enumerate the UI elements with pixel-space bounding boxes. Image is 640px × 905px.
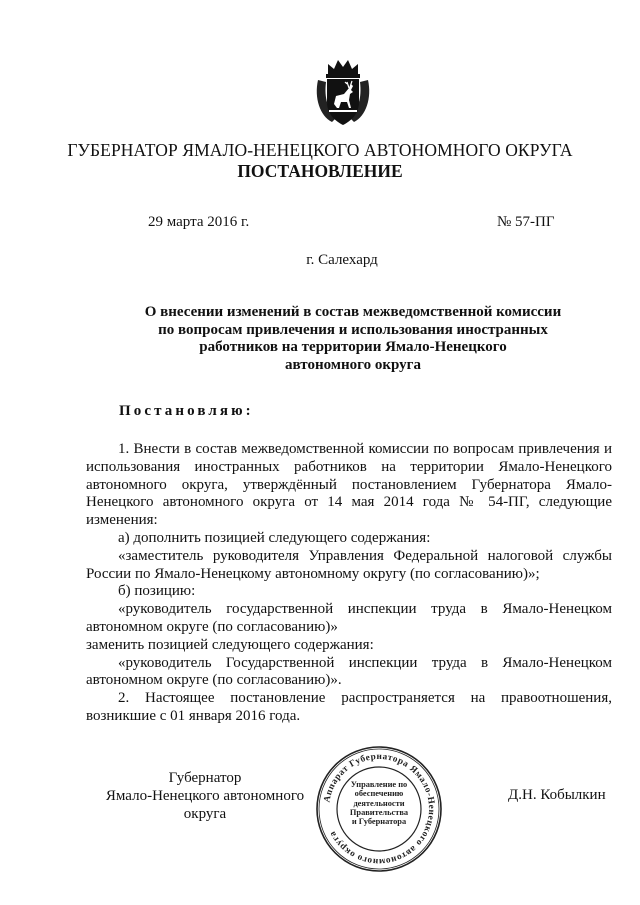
paragraph: «руководитель государственной инспекции труда в Ямало-Ненецком автономном округе (по согласованию)» [86, 601, 612, 635]
decree-word: Постановляю: [119, 403, 254, 419]
paragraph: «заместитель руководителя Управления Федеральной налоговой службы России по Ямало-Ненецкому автономному округу (по согласованию)»; [86, 547, 612, 582]
organization-heading: ГУБЕРНАТОР ЯМАЛО-НЕНЕЦКОГО АВТОНОМНОГО ОКРУГА [67, 140, 573, 160]
stamp-inner-text [341, 780, 417, 826]
paragraph: б) позицию: [118, 583, 196, 600]
stamp-line: обеспечению [354, 789, 404, 799]
signatory-name: Д.Н. Кобылкин [508, 787, 606, 803]
paragraph: заменить позицией следующего содержания: [86, 636, 374, 653]
stamp-line: деятельности [353, 798, 405, 808]
title-line: работников на территории Ямало-Ненецкого [199, 339, 507, 355]
paragraph: «руководитель Государственной инспекции труда в Ямало-Ненецком автономном округе (по согласованию)». [86, 654, 612, 689]
coat-of-arms-icon [314, 58, 372, 128]
document-city: г. Салехард [306, 252, 378, 268]
stamp-ring-text: Аппарат Губернатора Ямало-Ненецкого автономного округа [321, 750, 438, 868]
stamp-line: Правительства [349, 807, 409, 817]
paragraph: а) дополнить позицией следующего содержания: [118, 529, 431, 546]
stamp-line: и Губернатора [351, 817, 407, 827]
paragraph: 1. Внести в состав межведомственной комиссии по вопросам привлечения и использования иностранных работников на территории Ямало-Ненецкого автономного округа, утверждённый постановлением Губернатора Ямало-Ненецкого автономного округа от 14 мая 2014 года № 54-ПГ, следующие изменения: [86, 441, 612, 529]
document-body [86, 441, 612, 726]
document-title [120, 304, 586, 374]
document-number: № 57-ПГ [497, 214, 555, 230]
paragraph: 2. Настоящее постановление распространяется на правоотношения, возникшие с 01 января 2016 года. [86, 690, 612, 724]
title-line: автономного округа [285, 356, 421, 373]
stamp-line: Управление по [350, 780, 408, 789]
signatory-position-line: Губернатор [168, 770, 242, 786]
title-line: О внесении изменений в состав межведомственной комиссии [144, 304, 562, 320]
document-type-heading: ПОСТАНОВЛЕНИЕ [237, 161, 403, 181]
signatory-position-line: Ямало-Ненецкого автономного округа [105, 788, 305, 822]
signatory-position [85, 769, 325, 823]
document-date: 29 марта 2016 г. [148, 214, 250, 230]
title-line: по вопросам привлечения и использования иностранных [158, 321, 548, 338]
